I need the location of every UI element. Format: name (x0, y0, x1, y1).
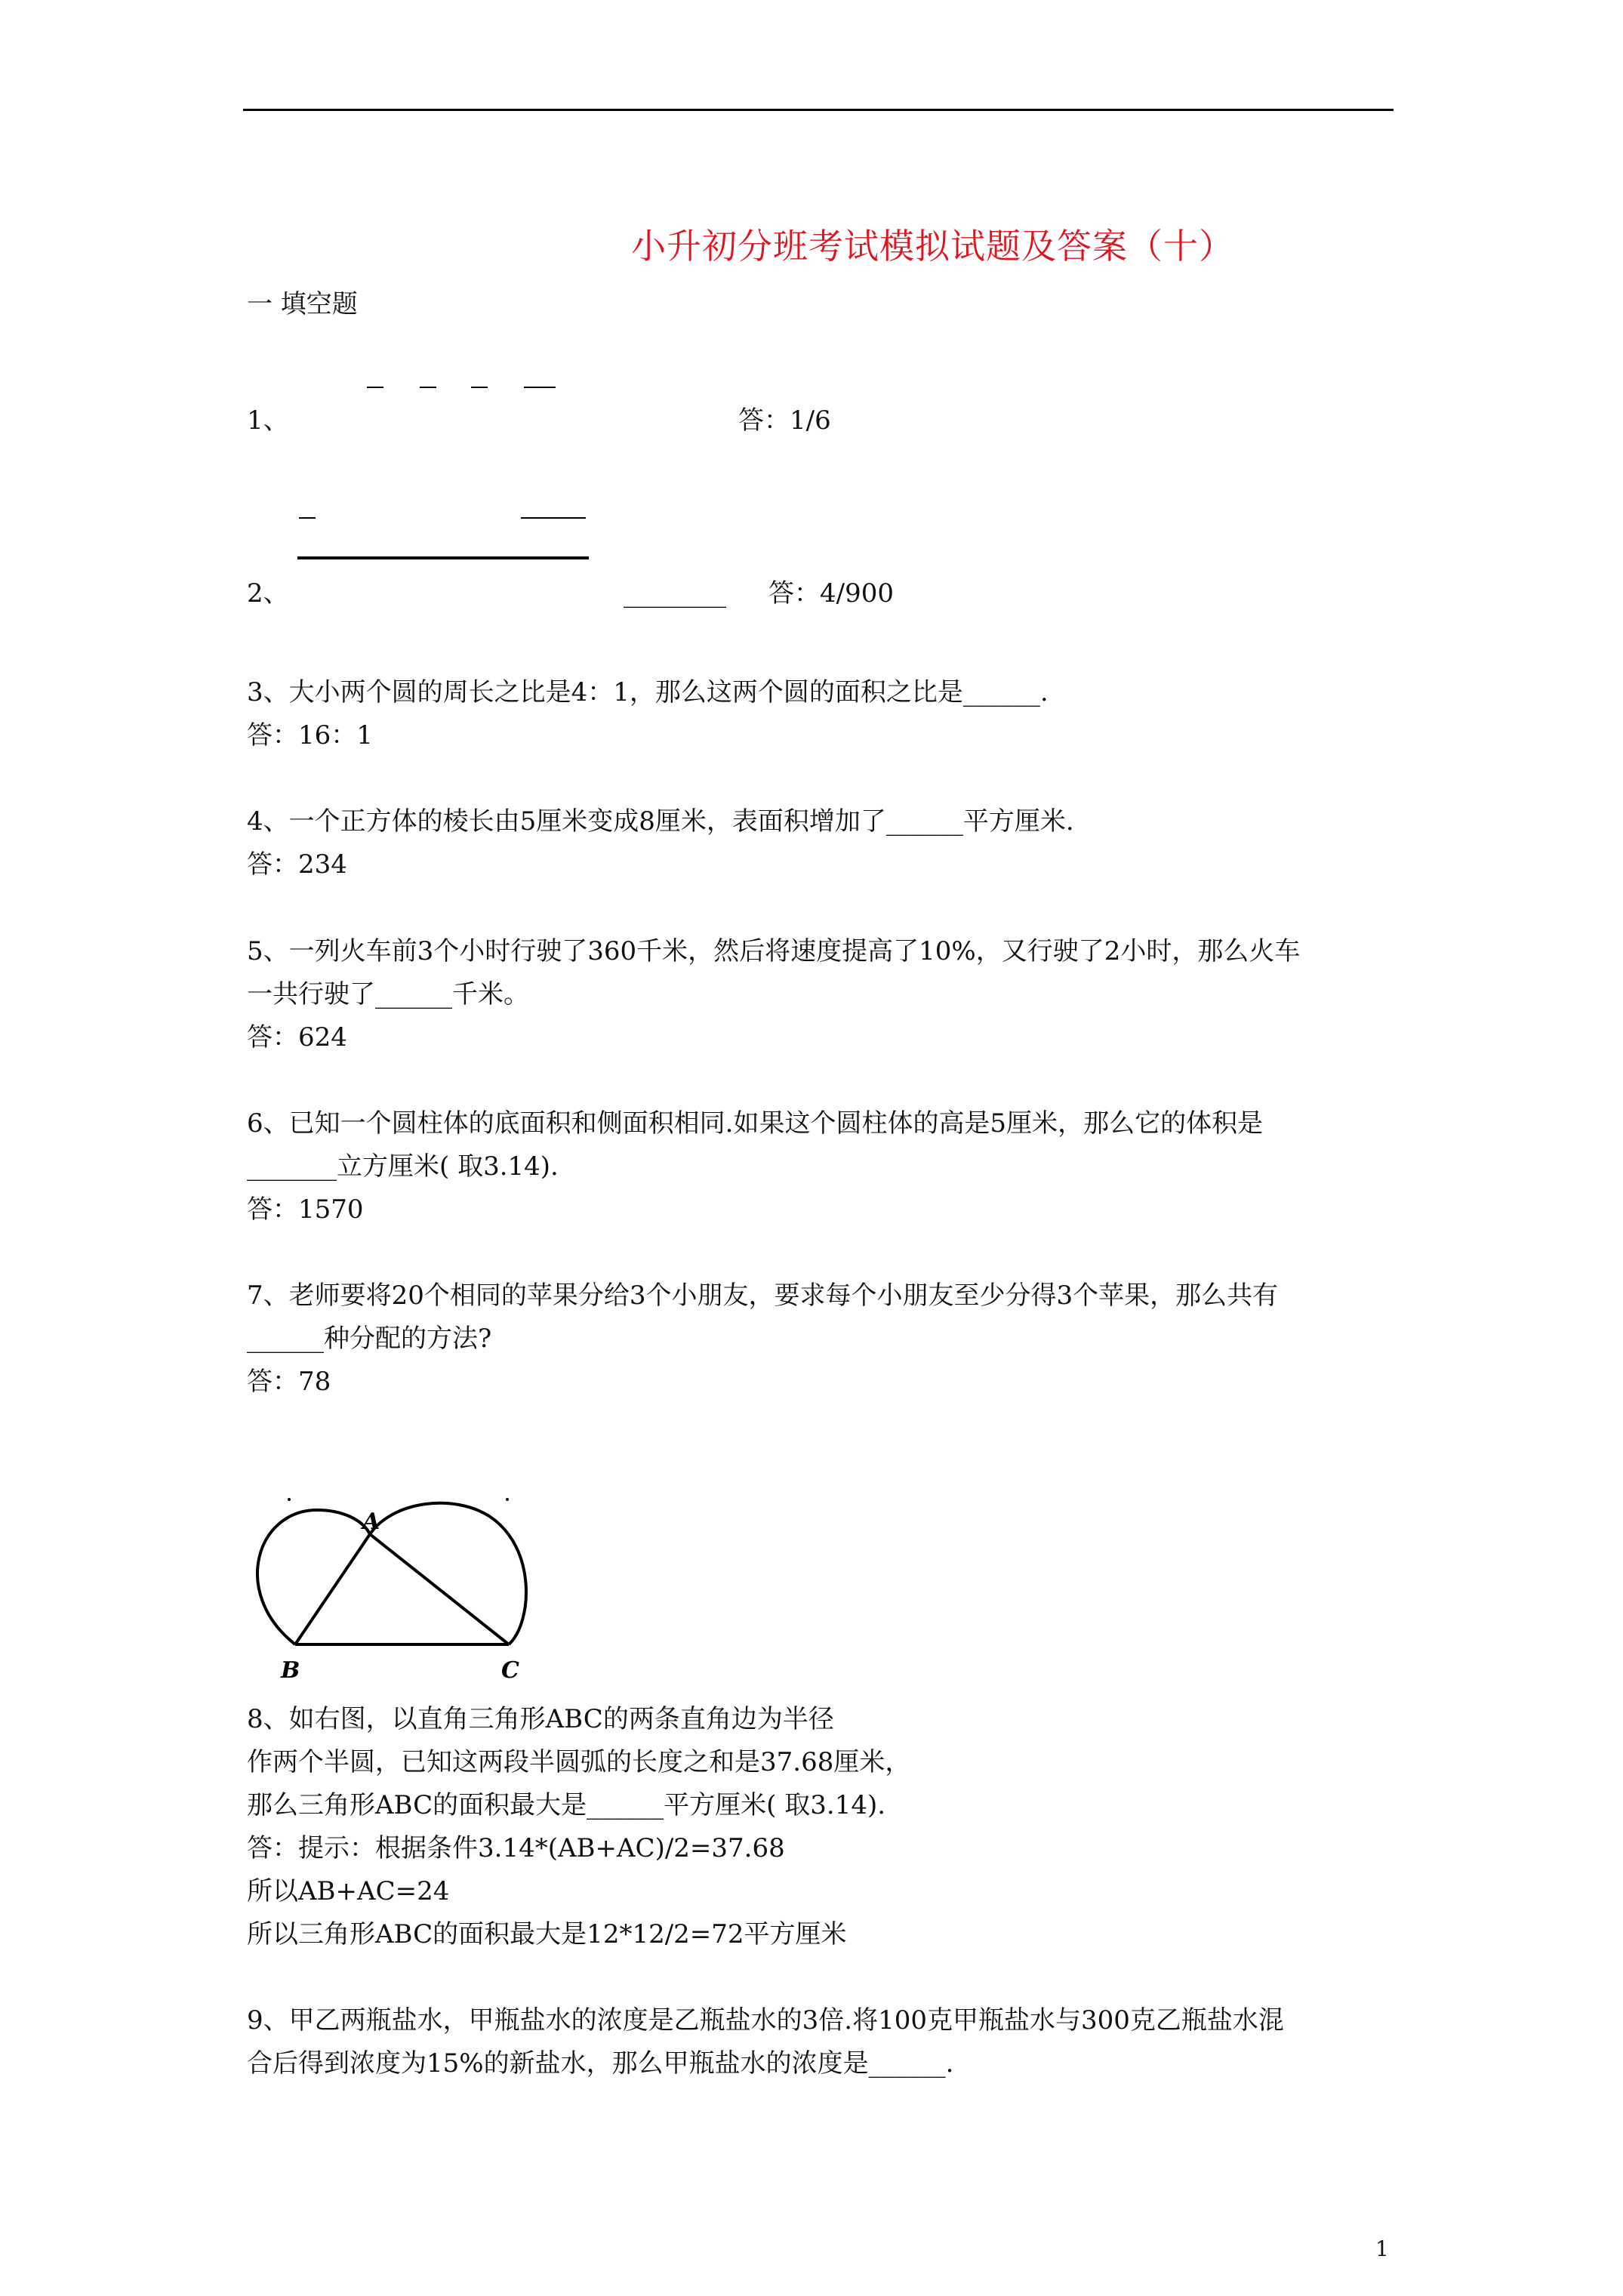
q2-blank: ________ (624, 578, 726, 609)
q1-answer: 答：1/6 (738, 405, 831, 436)
figure-dot-right (506, 1498, 509, 1501)
q5-answer: 答：624 (247, 1022, 347, 1052)
q4-answer: 答：234 (247, 849, 347, 880)
section-heading: 一 填空题 (247, 289, 358, 319)
q1-dash-2 (420, 387, 436, 388)
q1-dash-3 (471, 387, 488, 388)
q7-text-line2: ______种分配的方法? (247, 1324, 492, 1354)
vertex-label-a: A (362, 1509, 380, 1535)
q2-number: 2、 (247, 578, 289, 609)
q8-answer-line3: 所以三角形ABC的面积最大是12*12/2=72平方厘米 (247, 1919, 847, 1949)
page-title: 小升初分班考试模拟试题及答案（十） (631, 226, 1234, 267)
q2-dash-1 (299, 517, 316, 519)
q5-text-line1: 5、一列火车前3个小时行驶了360千米，然后将速度提高了10%，又行驶了2小时，那么火车 (247, 936, 1301, 966)
q5-text-line2: 一共行驶了______千米。 (247, 979, 529, 1009)
q1-dash-1 (367, 387, 383, 388)
q6-answer: 答：1570 (247, 1194, 364, 1225)
q1-dash-4 (524, 387, 556, 388)
q8-answer-line1: 答：提示：根据条件3.14*(AB+AC)/2=37.68 (247, 1833, 785, 1863)
page-number: 1 (1375, 2236, 1389, 2261)
q8-text-line2: 作两个半圆，已知这两段半圆弧的长度之和是37.68厘米， (247, 1747, 911, 1777)
semicircle-ac-arc (370, 1503, 526, 1644)
q3-text: 3、大小两个圆的周长之比是4：1，那么这两个圆的面积之比是______. (247, 677, 1049, 707)
figure-dot-left (288, 1498, 291, 1501)
q8-answer-line2: 所以AB+AC=24 (247, 1876, 450, 1906)
semicircle-ab-arc (257, 1510, 370, 1644)
q8-text-line3: 那么三角形ABC的面积最大是______平方厘米( 取3.14). (247, 1790, 886, 1820)
q2-dash-2 (521, 517, 586, 519)
q3-answer: 答：16：1 (247, 720, 373, 750)
q2-answer: 答：4/900 (768, 578, 894, 609)
q7-text-line1: 7、老师要将20个相同的苹果分给3个小朋友，要求每个小朋友至少分得3个苹果，那么共有 (247, 1281, 1279, 1311)
q9-text-line1: 9、甲乙两瓶盐水，甲瓶盐水的浓度是乙瓶盐水的3倍.将100克甲瓶盐水与300克乙瓶盐水混 (247, 2005, 1284, 2036)
q8-figure (246, 1487, 548, 1684)
q7-answer: 答：78 (247, 1367, 331, 1397)
q2-fraction-bar (297, 556, 589, 559)
q1-number: 1、 (247, 405, 289, 436)
side-ab (295, 1534, 370, 1644)
vertex-label-c: C (501, 1657, 519, 1684)
q6-text-line2: _______立方厘米( 取3.14). (247, 1151, 559, 1182)
q4-text: 4、一个正方体的棱长由5厘米变成8厘米，表面积增加了______平方厘米. (247, 806, 1074, 837)
side-ac (370, 1534, 509, 1644)
header-rule (243, 109, 1394, 111)
q9-text-line2: 合后得到浓度为15%的新盐水，那么甲瓶盐水的浓度是______. (247, 2048, 954, 2079)
vertex-label-b: B (281, 1657, 300, 1684)
q8-text-line1: 8、如右图，以直角三角形ABC的两条直角边为半径 (247, 1704, 834, 1734)
q6-text-line1: 6、已知一个圆柱体的底面积和侧面积相同.如果这个圆柱体的高是5厘米，那么它的体积是 (247, 1108, 1264, 1139)
